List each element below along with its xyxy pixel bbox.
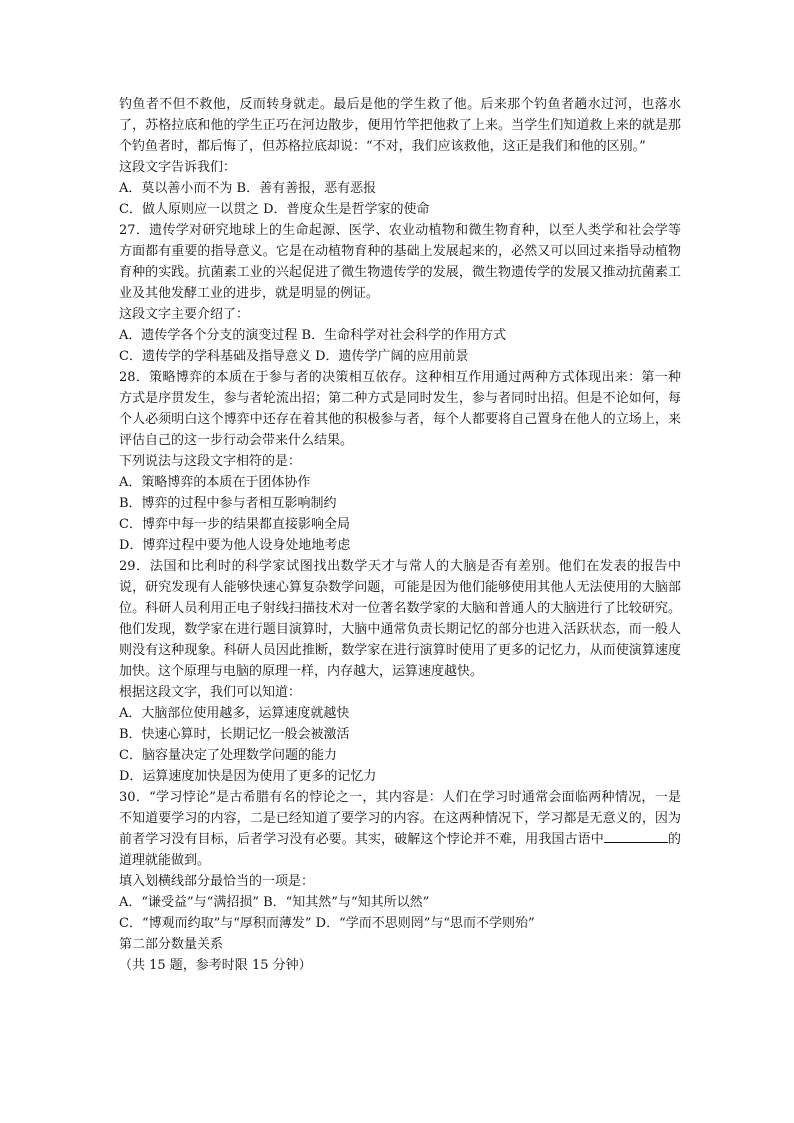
q30-passage [119, 787, 681, 871]
q27-passage: 27．遗传学对研究地球上的生命起源、医学、农业动植物和微生物育种，以至人类学和社会学等方面都有重要的指导意义。它是在动植物育种的基础上发展起来的，必然又可以回过来指导动植物育种的实践。抗菌素工业的兴起促进了微生物遗传学的发展，微生物遗传学的发展又推动抗菌素工业及其他发酵工业的进步，就是明显的例证。 [119, 223, 681, 301]
q30-options-cd: C．“博观而约取”与“厚积而薄发” D．“学而不思则罔”与“思而不学则殆” [119, 916, 535, 931]
q30-options-ab: A．“谦受益”与“满招损” B．“知其然”与“知其所以然” [119, 895, 430, 910]
q29-option-d: D．运算速度加快是因为使用了更多的记忆力 [119, 769, 377, 784]
q28-prompt: 下列说法与这段文字相符的是： [119, 454, 302, 469]
q29-option-a: A．大脑部位使用越多，运算速度就越快 [119, 706, 350, 721]
q26-prompt: 这段文字告诉我们： [119, 160, 237, 175]
q28-option-a: A．策略博弈的本质在于团体协作 [119, 475, 311, 490]
q26-options-cd: C．做人原则应一以贯之 D．普度众生是哲学家的使命 [119, 202, 430, 217]
section-title: 第二部分数量关系 [119, 937, 224, 952]
q28-option-c: C．博弈中每一步的结果都直接影响全局 [119, 517, 350, 532]
q28-passage: 28．策略博弈的本质在于参与者的决策相互依存。这种相互作用通过两种方式体现出来：第一种方式是序贯发生，参与者轮流出招；第二种方式是同时发生，参与者同时出招。但是不论如何，每个人必须明白这个博弈中还存在着其他的积极参与者，每个人都要将自己置身在他人的立场上，来评估自己的这一步行动会带来什么结果。 [119, 370, 681, 448]
q27-options-cd: C．遗传学的学科基础及指导意义 D．遗传学广阔的应用前景 [119, 349, 469, 364]
q27-options-ab: A．遗传学各个分支的演变过程 B．生命科学对社会科学的作用方式 [119, 328, 507, 343]
q30-passage-before: 30．“学习悖论”是古希腊有名的悖论之一，其内容是：人们在学习时通常会面临两种情况，一是不知道要学习的内容，二是已经知道了要学习的内容。在这两种情况下，学习都是无意义的，因为前者学习没有目标，后者学习没有必要。其实，破解这个悖论并不难，用我国古语中 [119, 790, 681, 847]
q29-passage: 29．法国和比利时的科学家试图找出数学天才与常人的大脑是否有差别。他们在发表的报告中说，研究发现有人能够快速心算复杂数学问题，可能是因为他们能够使用其他人无法使用的大脑部位。科研人员利用正电子射线扫描技术对一位著名数学家的大脑和普通人的大脑进行了比较研究。他们发现，数学家在进行题目演算时，大脑中通常负责长期记忆的部分也进入活跃状态，而一般人则没有这种现象。科研人员因此推断，数学家在进行演算时使用了更多的记忆力，从而使演算速度加快。这个原理与电脑的原理一样，内存越大，运算速度越快。 [119, 559, 681, 679]
q28-option-d: D．博弈过程中要为他人设身处地地考虑 [119, 538, 351, 553]
q26-options-ab: A．莫以善小而不为 B．善有善报，恶有恶报 [119, 181, 377, 196]
q29-option-c: C．脑容量决定了处理数学问题的能力 [119, 748, 337, 763]
section-note: （共 15 题，参考时限 15 分钟） [119, 958, 312, 973]
q27-prompt: 这段文字主要介绍了： [119, 307, 250, 322]
q29-prompt: 根据这段文字，我们可以知道： [119, 685, 302, 700]
page-content [119, 94, 681, 976]
q30-passage-after: 的道理就能做到。 [119, 832, 681, 868]
q29-option-b: B．快速心算时，长期记忆一般会被激活 [119, 727, 350, 742]
q26-passage-tail: 钓鱼者不但不救他，反而转身就走。最后是他的学生救了他。后来那个钓鱼者趟水过河，也落水了，苏格拉底和他的学生正巧在河边散步，便用竹竿把他救了上来。当学生们知道救上来的就是那个钓鱼者时，都后悔了，但苏格拉底却说：“不对，我们应该救他，这正是我们和他的区别。” [119, 97, 681, 154]
fill-in-blank [604, 829, 668, 843]
q28-option-b: B．博弈的过程中参与者相互影响制约 [119, 496, 337, 511]
q30-prompt: 填入划横线部分最恰当的一项是： [119, 874, 315, 889]
